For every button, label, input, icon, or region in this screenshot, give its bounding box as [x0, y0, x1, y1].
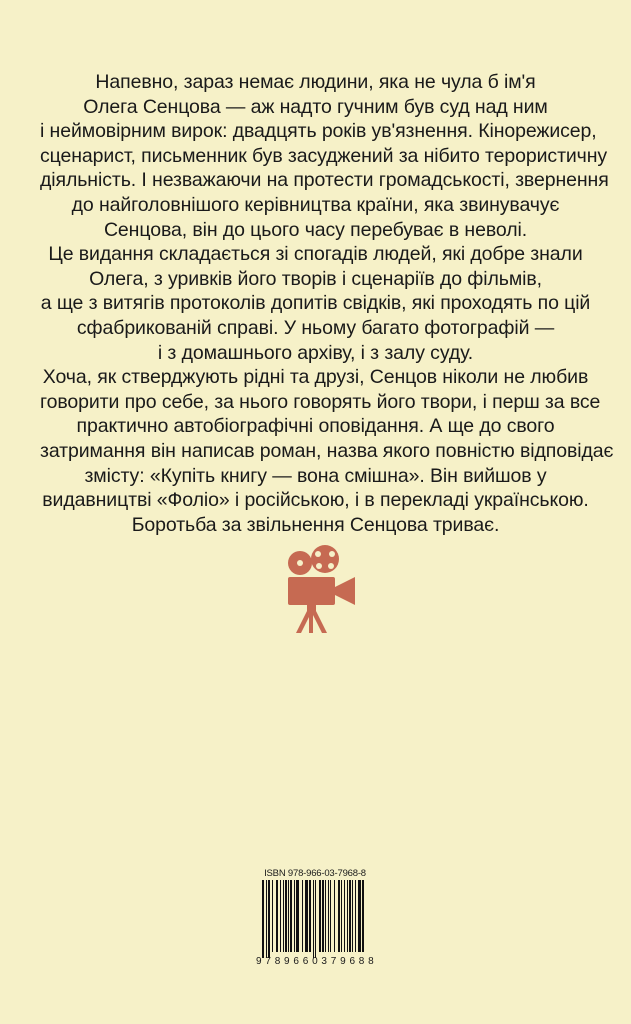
barcode-bar	[328, 880, 329, 952]
barcode-digit: 3	[321, 956, 328, 967]
blurb-line-16: затримання він написав роман, назва якого повністю відповідає	[40, 439, 614, 462]
blurb-line-13: Хоча, як стверджують рідні та друзі, Сенцов ніколи не любив	[42, 366, 589, 389]
barcode-bar	[296, 880, 299, 952]
isbn-label: ISBN 978-966-03-7968-8	[264, 868, 366, 879]
barcode-bar	[268, 880, 270, 958]
barcode-bar	[294, 880, 295, 952]
blurb-line-9: Олега, з уривків його творів і сценаріїв до фільмів,	[89, 267, 542, 290]
barcode-bar	[276, 880, 278, 952]
barcode-bar	[309, 880, 311, 952]
barcode-bar	[313, 880, 314, 958]
blurb-line-2: Олега Сенцова — аж надто гучним був суд над ним	[83, 95, 548, 118]
barcode-bar	[319, 880, 321, 952]
barcode-digit: 8	[358, 956, 365, 967]
blurb-line-4: сценарист, письменник був засуджений за нібито терористичну	[40, 144, 608, 167]
barcode-bar	[285, 880, 287, 952]
barcode-bar	[341, 880, 342, 952]
blurb-line-11: сфабрикованій справі. У ньому багато фотографій —	[76, 316, 555, 339]
blurb-line-5: діяльність. І незважаючи на протести громадськості, звернення	[40, 169, 609, 192]
barcode-digit: 7	[265, 956, 272, 967]
barcode-bar	[266, 880, 267, 958]
barcode-digit: 6	[302, 956, 309, 967]
barcode-bar	[305, 880, 308, 952]
barcode-bar	[355, 880, 356, 952]
barcode-bar	[334, 880, 335, 952]
blurb-line-6: до найголовнішого керівництва країни, яка звинувачує	[71, 193, 560, 216]
blurb-line-15: практично автобіографічні оповідання. А ще до свого	[76, 415, 555, 438]
blurb-line-7: Сенцова, він до цього часу перебуває в неволі.	[103, 218, 528, 241]
barcode-bar	[290, 880, 292, 952]
barcode-digit: 8	[368, 956, 374, 967]
barcode-bar	[338, 880, 340, 952]
blurb-line-1: Напевно, зараз немає людини, яка не чула б ім'я	[95, 71, 536, 93]
barcode-digit: 6	[349, 956, 356, 967]
barcode-bar	[262, 880, 264, 958]
barcode-digit: 0	[312, 956, 318, 967]
barcode-bar	[272, 880, 273, 952]
blurb-line-17: змісту: «Купіть книгу — вона смішна». Він вийшов у	[84, 464, 547, 487]
barcode-bar	[302, 880, 303, 952]
barcode-digits	[256, 956, 374, 967]
barcode-bar	[288, 880, 289, 952]
barcode-bar	[322, 880, 324, 952]
barcode-bar	[315, 880, 316, 958]
blurb-line-10: а ще з витягів протоколів допитів свідків, які проходять по цій	[40, 292, 591, 315]
barcode-bar	[330, 880, 331, 952]
barcode-bar	[344, 880, 345, 952]
barcode-bar	[349, 880, 351, 952]
barcode-digit: 9	[284, 956, 290, 967]
film-camera-icon	[283, 545, 359, 635]
barcode-bar	[352, 880, 353, 952]
blurb-line-8: Це видання складається зі спогадів людей, які добре знали	[48, 243, 583, 266]
barcode-digit: 7	[330, 956, 337, 967]
barcode-bar	[283, 880, 284, 952]
barcode-bar	[325, 880, 326, 952]
blurb-line-18: видавництві «Фоліо» і російською, і в перекладі українською.	[42, 489, 589, 512]
barcode-bar	[280, 880, 281, 952]
barcode-digit: 6	[293, 956, 300, 967]
barcode-digit: 8	[274, 956, 281, 967]
back-cover-blurb	[40, 70, 614, 537]
barcode-bar	[358, 880, 361, 952]
barcode-digit: 9	[340, 956, 346, 967]
barcode-bar	[362, 880, 364, 952]
blurb-line-12: і з домашнього архіву, і з залу суду.	[157, 341, 474, 364]
barcode-bar	[347, 880, 348, 952]
blurb-line-3: і неймовірним вирок: двадцять років ув'язнення. Кінорежисер,	[40, 120, 597, 143]
blurb-line-14: говорити про себе, за нього говорять його твори, і перш за все	[40, 390, 601, 413]
barcode-digit: 9	[256, 956, 262, 967]
barcode-graphic	[260, 880, 370, 958]
blurb-line-19: Боротьба за звільнення Сенцова триває.	[131, 513, 500, 536]
